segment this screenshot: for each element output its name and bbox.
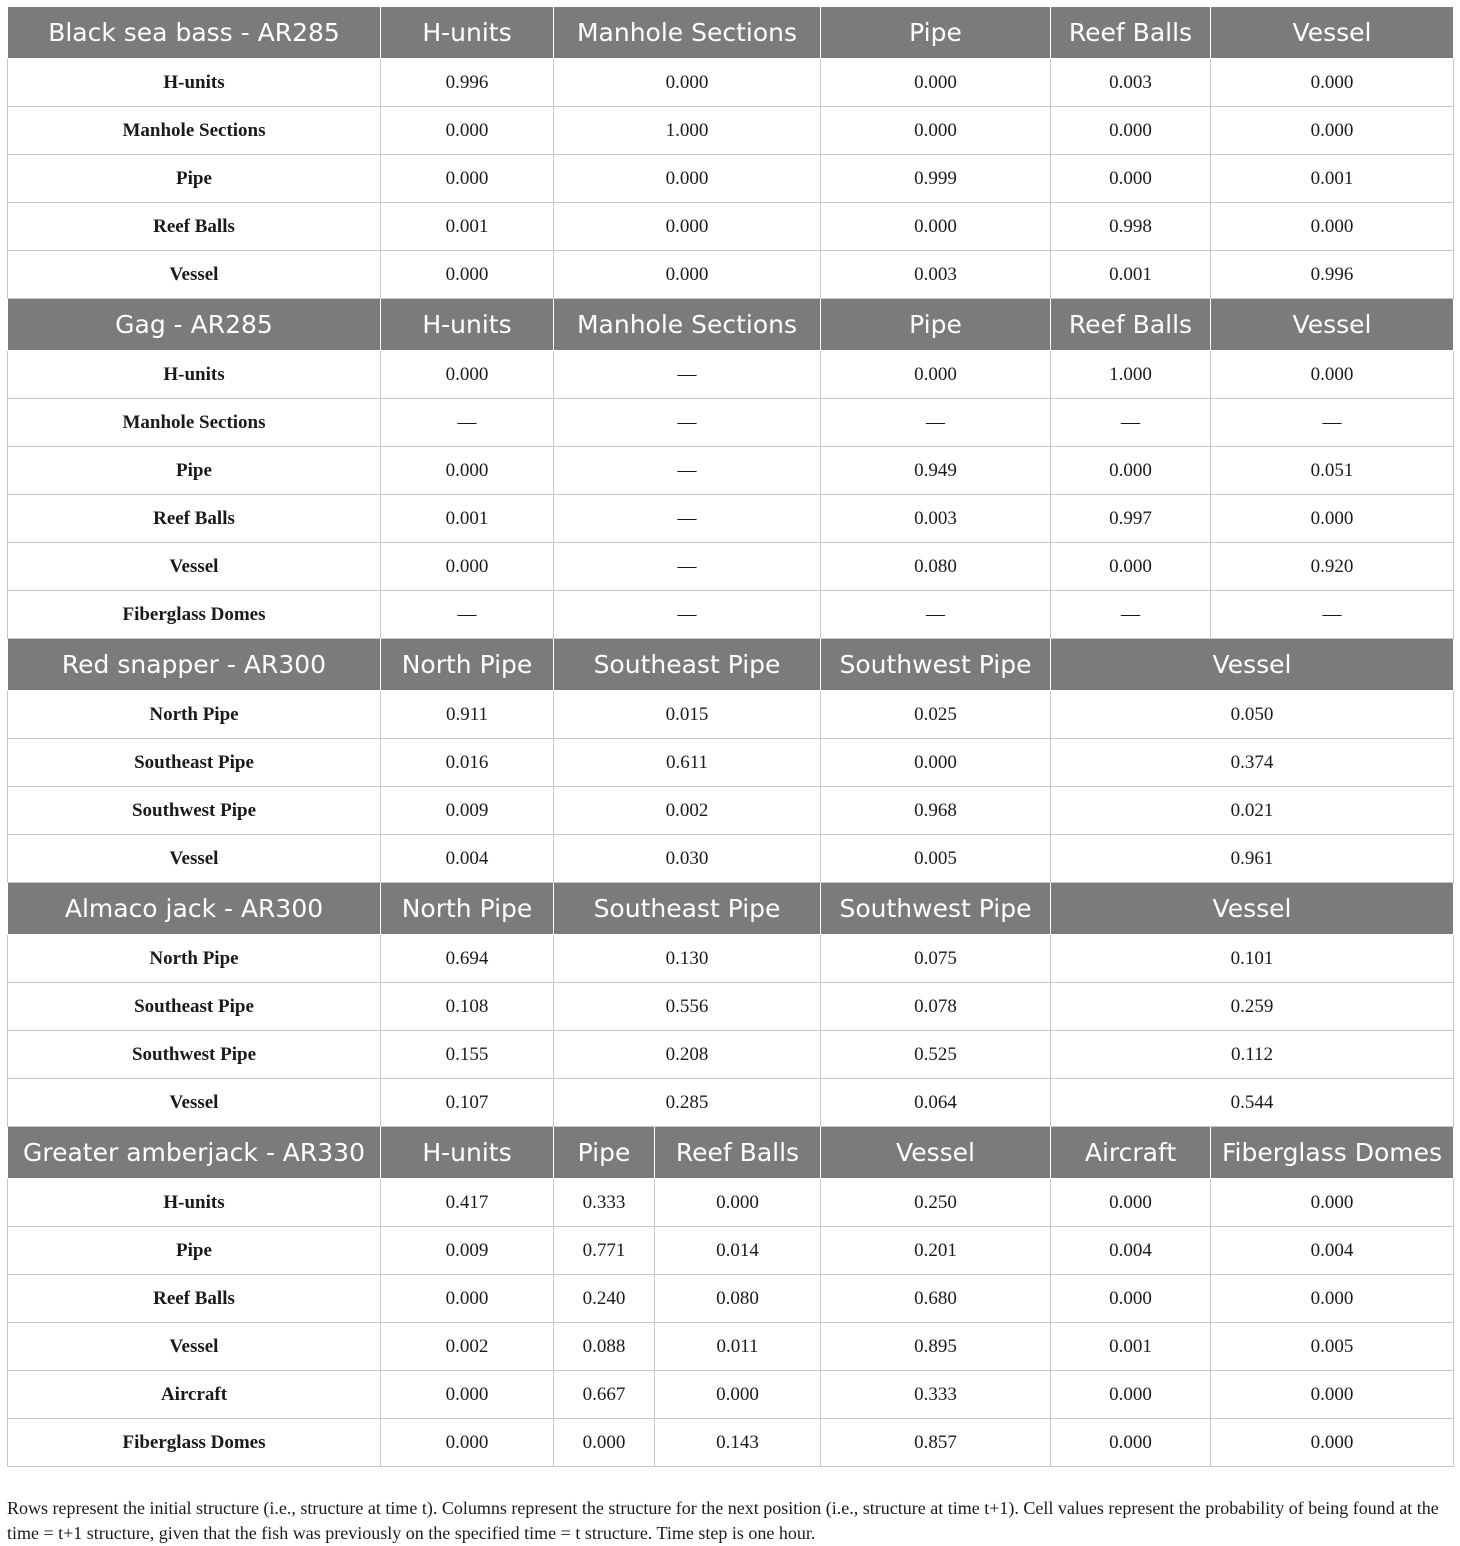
probability-cell: 0.000 <box>1211 1371 1454 1419</box>
probability-cell: 1.000 <box>554 107 821 155</box>
probability-cell: 0.080 <box>821 543 1051 591</box>
table-row <box>8 983 1454 1031</box>
probability-cell: 0.001 <box>1211 155 1454 203</box>
probability-cell: 0.000 <box>381 1275 554 1323</box>
table-row <box>8 251 1454 299</box>
probability-cell: 0.961 <box>1051 835 1454 883</box>
column-header: Southwest Pipe <box>821 639 1051 691</box>
probability-cell: 0.000 <box>1211 351 1454 399</box>
row-label: Southeast Pipe <box>8 739 381 787</box>
probability-cell: 0.949 <box>821 447 1051 495</box>
row-label: Aircraft <box>8 1371 381 1419</box>
probability-cell: 0.000 <box>821 351 1051 399</box>
row-label: Fiberglass Domes <box>8 1419 381 1467</box>
probability-cell: 0.005 <box>821 835 1051 883</box>
probability-cell: 0.075 <box>821 935 1051 983</box>
probability-cell: 0.920 <box>1211 543 1454 591</box>
row-label: H-units <box>8 351 381 399</box>
probability-cell: 0.009 <box>381 787 554 835</box>
probability-cell: 0.009 <box>381 1227 554 1275</box>
probability-cell: 0.000 <box>1051 155 1211 203</box>
table-row <box>8 739 1454 787</box>
probability-cell: 0.001 <box>381 203 554 251</box>
table-row <box>8 447 1454 495</box>
column-header: Vessel <box>1051 883 1454 935</box>
probability-cell: 0.088 <box>554 1323 655 1371</box>
probability-cell: — <box>381 399 554 447</box>
probability-cell: 1.000 <box>1051 351 1211 399</box>
row-label: Reef Balls <box>8 495 381 543</box>
row-label: Southeast Pipe <box>8 983 381 1031</box>
transition-probability-table <box>7 7 1454 1467</box>
probability-cell: 0.000 <box>1051 1419 1211 1467</box>
probability-cell: 0.000 <box>554 155 821 203</box>
section-header-row <box>8 299 1454 351</box>
probability-cell: 0.250 <box>821 1179 1051 1227</box>
probability-cell: 0.000 <box>381 1419 554 1467</box>
probability-cell: 0.911 <box>381 691 554 739</box>
probability-cell: 0.112 <box>1051 1031 1454 1079</box>
probability-cell: 0.130 <box>554 935 821 983</box>
probability-cell: 0.107 <box>381 1079 554 1127</box>
table-row <box>8 1079 1454 1127</box>
column-header: North Pipe <box>381 639 554 691</box>
row-label: Southwest Pipe <box>8 787 381 835</box>
table-row <box>8 351 1454 399</box>
probability-cell: 0.155 <box>381 1031 554 1079</box>
probability-cell: 0.000 <box>821 739 1051 787</box>
column-header: H-units <box>381 1127 554 1179</box>
table-row <box>8 1227 1454 1275</box>
row-label: H-units <box>8 59 381 107</box>
section-header-row <box>8 639 1454 691</box>
probability-cell: 0.333 <box>554 1179 655 1227</box>
probability-cell: 0.000 <box>1051 1179 1211 1227</box>
probability-cell: 0.143 <box>655 1419 821 1467</box>
column-header: H-units <box>381 7 554 59</box>
probability-cell: 0.000 <box>1211 1419 1454 1467</box>
probability-cell: 0.078 <box>821 983 1051 1031</box>
probability-cell: 0.080 <box>655 1275 821 1323</box>
probability-cell: 0.000 <box>1051 1275 1211 1323</box>
row-label: North Pipe <box>8 691 381 739</box>
column-header: H-units <box>381 299 554 351</box>
probability-cell: 0.417 <box>381 1179 554 1227</box>
probability-cell: 0.544 <box>1051 1079 1454 1127</box>
probability-cell: 0.001 <box>1051 251 1211 299</box>
probability-cell: 0.004 <box>381 835 554 883</box>
probability-cell: 0.000 <box>554 1419 655 1467</box>
column-header: Pipe <box>554 1127 655 1179</box>
probability-cell: — <box>554 495 821 543</box>
probability-cell: 0.680 <box>821 1275 1051 1323</box>
probability-cell: 0.000 <box>1211 59 1454 107</box>
row-label: Manhole Sections <box>8 399 381 447</box>
row-label: Pipe <box>8 1227 381 1275</box>
row-label: North Pipe <box>8 935 381 983</box>
probability-cell: 0.064 <box>821 1079 1051 1127</box>
probability-cell: 0.000 <box>554 59 821 107</box>
probability-cell: 0.000 <box>1211 203 1454 251</box>
probability-cell: 0.208 <box>554 1031 821 1079</box>
probability-cell: 0.016 <box>381 739 554 787</box>
probability-cell: 0.771 <box>554 1227 655 1275</box>
probability-cell: — <box>1211 399 1454 447</box>
probability-cell: 0.014 <box>655 1227 821 1275</box>
column-header: Southwest Pipe <box>821 883 1051 935</box>
row-label: Pipe <box>8 155 381 203</box>
probability-cell: 0.000 <box>381 107 554 155</box>
probability-cell: 0.000 <box>1211 1179 1454 1227</box>
column-header: Vessel <box>1211 299 1454 351</box>
table-row <box>8 1419 1454 1467</box>
probability-cell: 0.240 <box>554 1275 655 1323</box>
column-header: Vessel <box>821 1127 1051 1179</box>
probability-cell: 0.333 <box>821 1371 1051 1419</box>
probability-cell: — <box>554 399 821 447</box>
table-row <box>8 1179 1454 1227</box>
row-label: Vessel <box>8 1323 381 1371</box>
probability-cell: 0.030 <box>554 835 821 883</box>
table-row <box>8 591 1454 639</box>
table-row <box>8 1031 1454 1079</box>
row-label: Southwest Pipe <box>8 1031 381 1079</box>
probability-cell: 0.000 <box>821 203 1051 251</box>
table-row <box>8 1371 1454 1419</box>
column-header: Southeast Pipe <box>554 639 821 691</box>
probability-cell: 0.556 <box>554 983 821 1031</box>
row-label: Reef Balls <box>8 1275 381 1323</box>
section-header-row <box>8 1127 1454 1179</box>
probability-cell: 0.001 <box>1051 1323 1211 1371</box>
probability-cell: 0.000 <box>821 59 1051 107</box>
probability-cell: — <box>1211 591 1454 639</box>
table-row <box>8 107 1454 155</box>
probability-cell: 0.000 <box>821 107 1051 155</box>
column-header: Vessel <box>1211 7 1454 59</box>
probability-cell: 0.002 <box>554 787 821 835</box>
probability-cell: 0.004 <box>1051 1227 1211 1275</box>
column-header: Vessel <box>1051 639 1454 691</box>
probability-cell: 0.000 <box>381 447 554 495</box>
section-title: Red snapper - AR300 <box>8 639 381 691</box>
probability-cell: 0.000 <box>381 543 554 591</box>
probability-cell: 0.003 <box>821 251 1051 299</box>
column-header: Fiberglass Domes <box>1211 1127 1454 1179</box>
section-header-row <box>8 7 1454 59</box>
probability-cell: — <box>381 591 554 639</box>
probability-cell: 0.000 <box>1211 107 1454 155</box>
probability-cell: 0.968 <box>821 787 1051 835</box>
probability-cell: 0.201 <box>821 1227 1051 1275</box>
column-header: Manhole Sections <box>554 299 821 351</box>
probability-cell: 0.003 <box>821 495 1051 543</box>
probability-cell: 0.667 <box>554 1371 655 1419</box>
table-row <box>8 1275 1454 1323</box>
probability-cell: 0.525 <box>821 1031 1051 1079</box>
probability-cell: 0.051 <box>1211 447 1454 495</box>
probability-cell: 0.000 <box>381 155 554 203</box>
table-row <box>8 787 1454 835</box>
table-row <box>8 935 1454 983</box>
probability-cell: 0.108 <box>381 983 554 1031</box>
probability-cell: — <box>554 447 821 495</box>
probability-cell: — <box>554 543 821 591</box>
probability-cell: 0.015 <box>554 691 821 739</box>
probability-cell: 0.000 <box>381 251 554 299</box>
probability-cell: 0.000 <box>554 251 821 299</box>
column-header: Manhole Sections <box>554 7 821 59</box>
row-label: Manhole Sections <box>8 107 381 155</box>
table-row <box>8 835 1454 883</box>
probability-cell: 0.996 <box>1211 251 1454 299</box>
probability-cell: 0.998 <box>1051 203 1211 251</box>
probability-cell: — <box>821 399 1051 447</box>
probability-cell: 0.996 <box>381 59 554 107</box>
probability-cell: 0.000 <box>1051 543 1211 591</box>
probability-cell: 0.101 <box>1051 935 1454 983</box>
section-title: Almaco jack - AR300 <box>8 883 381 935</box>
table-row <box>8 155 1454 203</box>
section-title: Gag - AR285 <box>8 299 381 351</box>
table-row <box>8 495 1454 543</box>
table-row <box>8 1323 1454 1371</box>
column-header: Reef Balls <box>1051 7 1211 59</box>
probability-cell: 0.000 <box>1051 1371 1211 1419</box>
row-label: Vessel <box>8 835 381 883</box>
column-header: Reef Balls <box>655 1127 821 1179</box>
probability-cell: 0.611 <box>554 739 821 787</box>
column-header: Pipe <box>821 7 1051 59</box>
table-row <box>8 691 1454 739</box>
table-row <box>8 203 1454 251</box>
probability-cell: 0.000 <box>554 203 821 251</box>
row-label: Reef Balls <box>8 203 381 251</box>
row-label: H-units <box>8 1179 381 1227</box>
section-title: Greater amberjack - AR330 <box>8 1127 381 1179</box>
table-row <box>8 399 1454 447</box>
probability-cell: 0.694 <box>381 935 554 983</box>
probability-cell: 0.000 <box>1051 107 1211 155</box>
probability-cell: 0.000 <box>655 1371 821 1419</box>
probability-cell: — <box>821 591 1051 639</box>
column-header: Pipe <box>821 299 1051 351</box>
probability-cell: 0.000 <box>1051 447 1211 495</box>
probability-cell: 0.001 <box>381 495 554 543</box>
probability-cell: 0.025 <box>821 691 1051 739</box>
probability-cell: 0.005 <box>1211 1323 1454 1371</box>
probability-cell: 0.002 <box>381 1323 554 1371</box>
probability-cell: — <box>1051 399 1211 447</box>
column-header: Reef Balls <box>1051 299 1211 351</box>
row-label: Fiberglass Domes <box>8 591 381 639</box>
table-row <box>8 59 1454 107</box>
section-title: Black sea bass - AR285 <box>8 7 381 59</box>
table-footnote: Rows represent the initial structure (i.e., structure at time t). Columns represent the structure for the next position (i.e., structure at time t+1). Cell values represent the probability of being found at the time = t+1 structure, given that the fish was previously on the specified time = t structure. Time step is one hour. <box>7 1498 1439 1543</box>
probability-cell: 0.259 <box>1051 983 1454 1031</box>
column-header: Aircraft <box>1051 1127 1211 1179</box>
probability-cell: 0.004 <box>1211 1227 1454 1275</box>
probability-cell: 0.895 <box>821 1323 1051 1371</box>
row-label: Pipe <box>8 447 381 495</box>
probability-cell: 0.285 <box>554 1079 821 1127</box>
probability-cell: 0.000 <box>1211 1275 1454 1323</box>
probability-cell: 0.021 <box>1051 787 1454 835</box>
section-header-row <box>8 883 1454 935</box>
table-row <box>8 543 1454 591</box>
probability-cell: 0.003 <box>1051 59 1211 107</box>
probability-cell: 0.011 <box>655 1323 821 1371</box>
probability-cell: 0.997 <box>1051 495 1211 543</box>
probability-cell: 0.857 <box>821 1419 1051 1467</box>
column-header: North Pipe <box>381 883 554 935</box>
probability-cell: 0.000 <box>381 351 554 399</box>
column-header: Southeast Pipe <box>554 883 821 935</box>
probability-cell: 0.000 <box>655 1179 821 1227</box>
probability-cell: — <box>554 351 821 399</box>
row-label: Vessel <box>8 543 381 591</box>
row-label: Vessel <box>8 251 381 299</box>
probability-cell: — <box>1051 591 1211 639</box>
probability-cell: — <box>554 591 821 639</box>
row-label: Vessel <box>8 1079 381 1127</box>
probability-cell: 0.050 <box>1051 691 1454 739</box>
probability-cell: 0.000 <box>381 1371 554 1419</box>
probability-cell: 0.999 <box>821 155 1051 203</box>
probability-cell: 0.374 <box>1051 739 1454 787</box>
probability-cell: 0.000 <box>1211 495 1454 543</box>
